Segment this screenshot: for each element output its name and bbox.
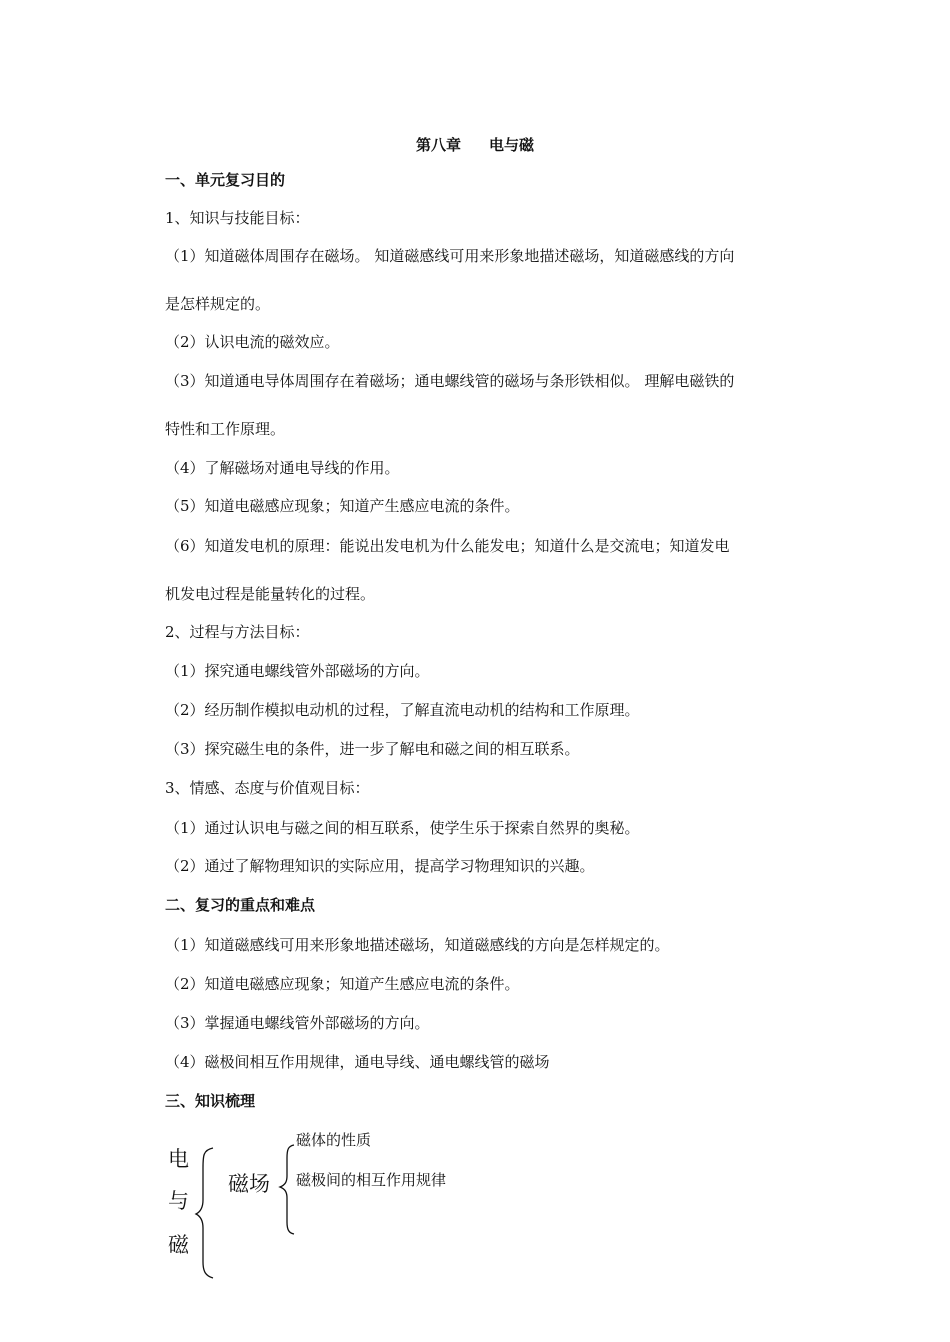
- inner-brace: [280, 1145, 294, 1234]
- objective-k6-line2: 机发电过程是能量转化的过程。: [165, 585, 376, 603]
- objective-e1: （1）通过认识电与磁之间的相互联系，使学生乐于探索自然界的奥秘。: [165, 819, 640, 837]
- knowledge-heading: 1、知识与技能目标：: [165, 209, 310, 227]
- objective-p1: （1）探究通电螺线管外部磁场的方向。: [165, 662, 430, 680]
- chapter-number: 第八章: [415, 136, 461, 154]
- key-point-2: （2）知道电磁感应现象；知道产生感应电流的条件。: [165, 975, 520, 993]
- key-point-4: （4）磁极间相互作用规律，通电导线、通电螺线管的磁场: [165, 1053, 550, 1071]
- section-heading-key-points: 二、复习的重点和难点: [165, 896, 316, 914]
- leaf-pole-interaction: 磁极间的相互作用规律: [296, 1171, 447, 1189]
- objective-k3-line1: （3）知道通电导体周围存在着磁场；通电螺线管的磁场与条形铁相似。 理解电磁铁的: [165, 372, 735, 390]
- branch-magnetic-field: 磁场: [228, 1172, 270, 1196]
- objective-k6-line1: （6）知道发电机的原理：能说出发电机为什么能发电；知道什么是交流电；知道发电: [165, 537, 730, 555]
- key-point-1: （1）知道磁感线可用来形象地描述磁场，知道磁感线的方向是怎样规定的。: [165, 936, 670, 954]
- root-char-1: 电: [168, 1147, 189, 1171]
- objective-k3-line2: 特性和工作原理。: [165, 420, 286, 438]
- emotion-heading: 3、情感、态度与价值观目标：: [165, 779, 370, 797]
- section-heading-knowledge-map: 三、知识梳理: [165, 1092, 256, 1110]
- section-heading-objectives: 一、单元复习目的: [165, 171, 286, 189]
- leaf-magnet-properties: 磁体的性质: [296, 1131, 372, 1149]
- objective-p2: （2）经历制作模拟电动机的过程，了解直流电动机的结构和工作原理。: [165, 701, 640, 719]
- root-char-2: 与: [168, 1189, 189, 1213]
- process-heading: 2、过程与方法目标：: [165, 623, 310, 641]
- root-char-3: 磁: [168, 1233, 189, 1257]
- objective-k4: （4）了解磁场对通电导线的作用。: [165, 459, 400, 477]
- key-point-3: （3）掌握通电螺线管外部磁场的方向。: [165, 1014, 430, 1032]
- objective-e2: （2）通过了解物理知识的实际应用，提高学习物理知识的兴趣。: [165, 857, 595, 875]
- objective-k2: （2）认识电流的磁效应。: [165, 333, 340, 351]
- objective-k1-line1: （1）知道磁体周围存在磁场。 知道磁感线可用来形象地描述磁场，知道磁感线的方向: [165, 247, 735, 265]
- objective-p3: （3）探究磁生电的条件，进一步了解电和磁之间的相互联系。: [165, 740, 580, 758]
- outer-brace: [196, 1148, 213, 1278]
- objective-k1-line2: 是怎样规定的。: [165, 295, 271, 313]
- chapter-name: 电与磁: [489, 136, 535, 154]
- objective-k5: （5）知道电磁感应现象；知道产生感应电流的条件。: [165, 497, 520, 515]
